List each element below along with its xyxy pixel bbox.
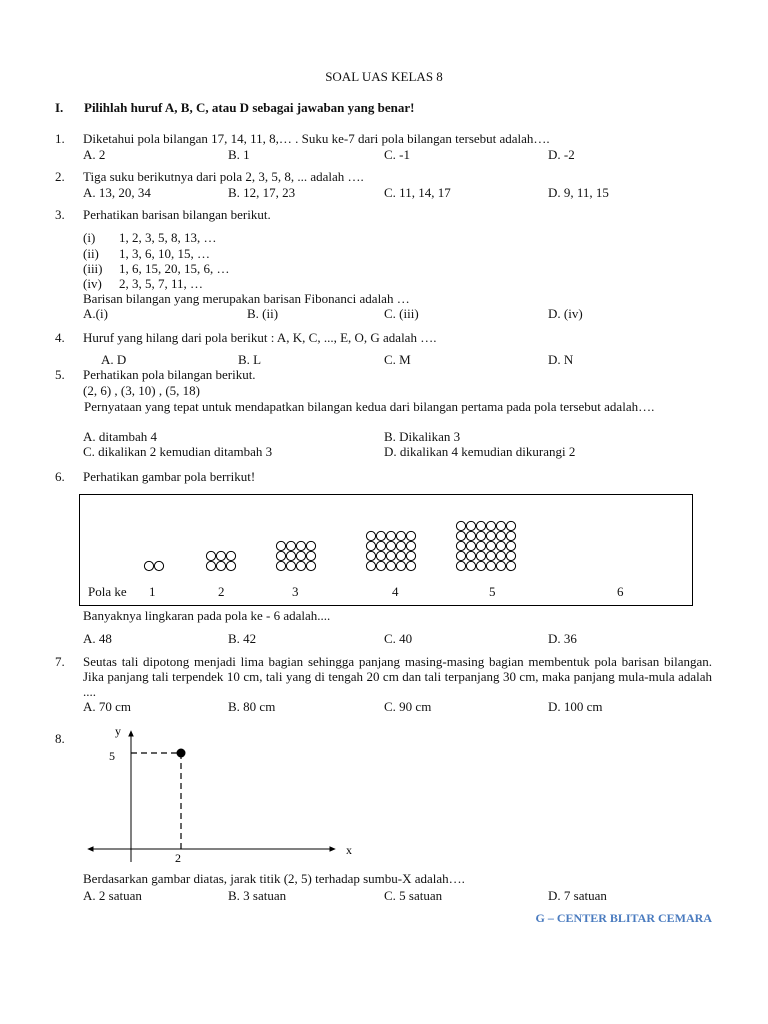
pattern-circle	[486, 551, 495, 560]
pattern-circle	[506, 541, 515, 550]
pattern-circle	[476, 521, 485, 530]
pattern-circle	[456, 521, 465, 530]
question-3-number: 3.	[55, 207, 65, 222]
pattern-circle	[306, 541, 315, 550]
q5-option-d: D. dikalikan 4 kemudian dikurangi 2	[384, 444, 576, 459]
pattern-circle	[456, 531, 465, 540]
pattern-circle	[216, 561, 225, 570]
q3-option-c: C. (iii)	[384, 306, 419, 321]
pattern-circle	[496, 531, 505, 540]
pattern-circle	[496, 541, 505, 550]
q6-option-a: A. 48	[83, 631, 112, 646]
x-tick-label: 2	[175, 851, 181, 865]
question-6-number: 6.	[55, 469, 65, 484]
pattern-circle	[366, 551, 375, 560]
q3-item-value: 1, 3, 6, 10, 15, …	[119, 246, 210, 261]
question-5-number: 5.	[55, 367, 65, 382]
pattern-circle	[496, 551, 505, 560]
pattern-circle	[216, 551, 225, 560]
pattern-circle	[466, 551, 475, 560]
q8-option-a: A. 2 satuan	[83, 888, 142, 903]
pattern-circle	[206, 551, 215, 560]
q1-option-c: C. -1	[384, 147, 410, 162]
circle-pattern-drawing	[80, 495, 692, 605]
point-2-5	[177, 749, 186, 758]
q4-option-c: C. M	[384, 352, 411, 367]
pattern-circle	[466, 561, 475, 570]
pattern-circle	[386, 561, 395, 570]
pattern-circle	[496, 521, 505, 530]
y-axis-label: y	[115, 724, 121, 738]
pattern-circle	[466, 521, 475, 530]
q3-item-label: (iv)	[83, 276, 102, 291]
pattern-circle	[376, 561, 385, 570]
pattern-circle	[506, 551, 515, 560]
question-1-number: 1.	[55, 131, 65, 146]
coordinate-graph	[80, 722, 370, 867]
q4-option-d: D. N	[548, 352, 574, 367]
q6-option-b: B. 42	[228, 631, 257, 646]
pattern-circle	[286, 541, 295, 550]
pattern-circle	[506, 531, 515, 540]
pattern-circle	[396, 551, 405, 560]
pattern-circle	[296, 551, 305, 560]
question-1-text: Diketahui pola bilangan 17, 14, 11, 8,… . Suku ke-7 dari pola bilangan tersebut adalah….	[83, 131, 550, 146]
pattern-circle	[406, 541, 415, 550]
section-number: I.	[55, 100, 64, 115]
pattern-circle	[206, 561, 215, 570]
q2-option-b: B. 12, 17, 23	[228, 185, 296, 200]
pattern-circle	[396, 561, 405, 570]
q2-option-d: D. 9, 11, 15	[548, 185, 609, 200]
pattern-circle	[456, 561, 465, 570]
q2-option-c: C. 11, 14, 17	[384, 185, 451, 200]
q3-item-label: (ii)	[83, 246, 99, 261]
page-title: SOAL UAS KELAS 8	[325, 69, 443, 84]
x-axis-label: x	[346, 843, 352, 857]
pattern-circle	[476, 531, 485, 540]
pattern-circle	[486, 541, 495, 550]
q5-option-c: C. dikalikan 2 kemudian ditambah 3	[83, 444, 273, 459]
pattern-circle	[406, 561, 415, 570]
pattern-circle	[386, 531, 395, 540]
q8-question: Berdasarkan gambar diatas, jarak titik (2, 5) terhadap sumbu-X adalah….	[83, 871, 465, 886]
pola-number: 6	[617, 584, 624, 599]
pattern-circle	[366, 561, 375, 570]
question-7-text: Seutas tali dipotong menjadi lima bagian sehingga panjang masing-masing bagian membentuk pola barisan bilangan. Jika panjang tali terpendek 10 cm, tali yang di tengah 20 cm dan tali terpanjang 30 cm, maka panjang mula-mula adalah ....	[83, 654, 712, 699]
pola-number: 1	[149, 584, 156, 599]
question-3-text: Perhatikan barisan bilangan berikut.	[83, 207, 271, 222]
pattern-circle	[476, 541, 485, 550]
section-instruction: Pilihlah huruf A, B, C, atau D sebagai jawaban yang benar!	[84, 100, 415, 115]
q1-option-b: B. 1	[228, 147, 250, 162]
pattern-circle	[226, 551, 235, 560]
pattern-circle	[306, 551, 315, 560]
q5-option-b: B. Dikalikan 3	[384, 429, 461, 444]
pola-number: 3	[292, 584, 299, 599]
pattern-circle	[466, 541, 475, 550]
q7-option-b: B. 80 cm	[228, 699, 276, 714]
pattern-circle	[486, 531, 495, 540]
q6-option-d: D. 36	[548, 631, 577, 646]
pattern-circle	[506, 561, 515, 570]
q7-option-a: A. 70 cm	[83, 699, 132, 714]
pola-number: 2	[218, 584, 225, 599]
pattern-circle	[276, 561, 285, 570]
footer-brand: G – CENTER BLITAR CEMARA	[535, 911, 712, 925]
pattern-circle	[296, 561, 305, 570]
q3-item-value: 1, 2, 3, 5, 8, 13, …	[119, 230, 217, 245]
pattern-circle	[376, 531, 385, 540]
question-8-number: 8.	[55, 731, 65, 746]
question-4-number: 4.	[55, 330, 65, 345]
pattern-circle	[286, 551, 295, 560]
pattern-circle	[376, 541, 385, 550]
pattern-circle	[386, 541, 395, 550]
pattern-circle	[476, 561, 485, 570]
q3-question: Barisan bilangan yang merupakan barisan Fibonanci adalah …	[83, 291, 410, 306]
q4-option-b: B. L	[238, 352, 262, 367]
q3-item-value: 1, 6, 15, 20, 15, 6, …	[119, 261, 230, 276]
q5-question: Pernyataan yang tepat untuk mendapatkan bilangan kedua dari bilangan pertama pada pola tersebut adalah….	[84, 399, 655, 414]
q3-item-label: (iii)	[83, 261, 103, 276]
q3-option-d: D. (iv)	[548, 306, 583, 321]
pola-number: 4	[392, 584, 399, 599]
question-7-number: 7.	[55, 654, 65, 669]
q3-option-b: B. (ii)	[247, 306, 279, 321]
pattern-circle	[486, 561, 495, 570]
pattern-circle	[144, 561, 153, 570]
pattern-circle	[306, 561, 315, 570]
q3-option-a: A.(i)	[83, 306, 108, 321]
question-2-text: Tiga suku berikutnya dari pola 2, 3, 5, 8, ... adalah ….	[83, 169, 364, 184]
y-tick-label: 5	[109, 749, 115, 763]
pattern-circle	[276, 541, 285, 550]
q7-option-d: D. 100 cm	[548, 699, 603, 714]
pattern-circle	[286, 561, 295, 570]
pattern-circle	[456, 541, 465, 550]
q6-option-c: C. 40	[384, 631, 413, 646]
q8-option-b: B. 3 satuan	[228, 888, 287, 903]
q7-option-c: C. 90 cm	[384, 699, 432, 714]
q3-item-value: 2, 3, 5, 7, 11, …	[119, 276, 204, 291]
pattern-circle	[376, 551, 385, 560]
q3-item-label: (i)	[83, 230, 96, 245]
q4-option-a: A. D	[101, 352, 127, 367]
pattern-circle	[396, 531, 405, 540]
q1-option-d: D. -2	[548, 147, 575, 162]
pattern-circle	[506, 521, 515, 530]
circle-pattern-figure	[79, 494, 693, 606]
pattern-circle	[486, 521, 495, 530]
question-6-text: Perhatikan gambar pola berrikut!	[83, 469, 256, 484]
pattern-circle	[386, 551, 395, 560]
pattern-circle	[476, 551, 485, 560]
pattern-circle	[276, 551, 285, 560]
pattern-circle	[456, 551, 465, 560]
q1-option-a: A. 2	[83, 147, 106, 162]
pattern-circle	[406, 531, 415, 540]
question-5-text: Perhatikan pola bilangan berikut.	[83, 367, 256, 382]
q8-option-c: C. 5 satuan	[384, 888, 443, 903]
pattern-circle	[366, 541, 375, 550]
pattern-circle	[396, 541, 405, 550]
q6-question: Banyaknya lingkaran pada pola ke - 6 adalah....	[83, 608, 331, 623]
question-2-number: 2.	[55, 169, 65, 184]
question-4-text: Huruf yang hilang dari pola berikut : A, K, C, ..., E, O, G adalah ….	[83, 330, 437, 345]
pattern-circle	[496, 561, 505, 570]
q8-option-d: D. 7 satuan	[548, 888, 607, 903]
pattern-circle	[154, 561, 163, 570]
pattern-circle	[296, 541, 305, 550]
q5-pairs: (2, 6) , (3, 10) , (5, 18)	[83, 383, 200, 398]
pattern-circle	[366, 531, 375, 540]
pattern-circle	[466, 531, 475, 540]
pola-number: 5	[489, 584, 496, 599]
pattern-circle	[226, 561, 235, 570]
q5-option-a: A. ditambah 4	[83, 429, 158, 444]
pattern-circle	[406, 551, 415, 560]
q2-option-a: A. 13, 20, 34	[83, 185, 151, 200]
pola-label: Pola ke	[88, 584, 127, 599]
